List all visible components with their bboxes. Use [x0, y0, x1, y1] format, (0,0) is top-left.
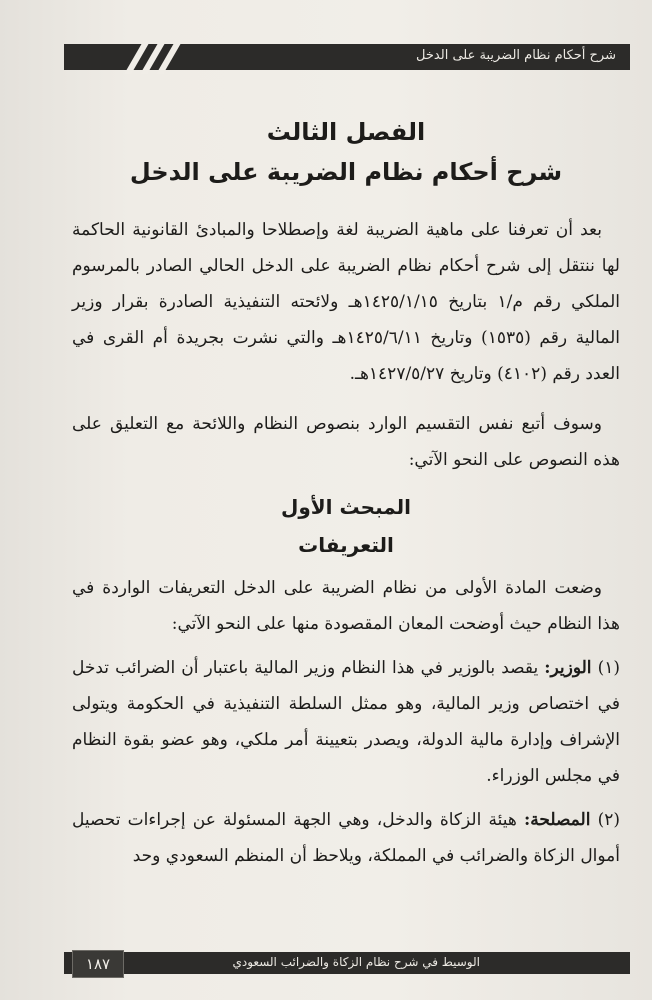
footer-book-title: الوسيط في شرح نظام الزكاة والضرائب السعودي: [232, 955, 480, 969]
header-stripes-decoration: [128, 40, 188, 74]
chapter-title: الفصل الثالث: [266, 118, 426, 146]
definition-item-minister: [72, 650, 620, 794]
page-number: ١٨٧: [72, 950, 124, 978]
definition-item-authority: [72, 802, 620, 874]
intro-paragraph-2: وسوف أتبع نفس التقسيم الوارد بنصوص النظام واللائحة مع التعليق على هذه النصوص على النحو الآتي:: [72, 414, 620, 470]
definition-number: (٢): [597, 810, 620, 830]
definition-number: (١): [597, 658, 620, 678]
section-title: المبحث الأول: [280, 495, 412, 519]
running-footer: [64, 952, 630, 974]
section-paragraph-1: وضعت المادة الأولى من نظام الضريبة على الدخل التعريفات الواردة في هذا النظام حيث أوضحت المعان المقصودة منها على النحو الآتي:: [72, 578, 620, 634]
definition-text: يقصد بالوزير في هذا النظام وزير المالية باعتبار أن الضرائب تدخل في اختصاص وزير المالية، وهو ممثل السلطة التنفيذية في الحكومة ويتولى الإشراف وإدارة مالية الدولة، ويصدر بتعيينة أمر ملكي، وهو عضو بقوة النظام في مجلس الوزراء.: [72, 658, 620, 786]
running-header-title: شرح أحكام نظام الضريبة على الدخل: [416, 48, 616, 63]
definition-term: المصلحة:: [523, 810, 591, 830]
intro-paragraph-1: بعد أن تعرفنا على ماهية الضريبة لغة وإصطلاحا والمبادئ القانونية الحاكمة لها ننتقل إلى شرح أحكام نظام الضريبة على الدخل الحالي الصادر بالمرسوم الملكي رقم م/١ بتاريخ ١٤٢٥/١/١٥هـ ولائحته التنفيذية الصادرة بقرار وزير المالية رقم (١٥٣٥) وتاريخ ١٤٢٥/٦/١١هـ والتي نشرت بجريدة أم القرى في العدد رقم (٤١٠٢) وتاريخ ١٤٢٧/٥/٢٧هـ.: [72, 220, 620, 384]
page-body: [72, 112, 620, 874]
chapter-subtitle: شرح أحكام نظام الضريبة على الدخل: [129, 158, 563, 186]
section-subtitle: التعريفات: [298, 533, 394, 557]
definition-term: الوزير:: [544, 658, 592, 678]
definition-text: هيئة الزكاة والدخل، وهي الجهة المسئولة عن إجراءات تحصيل أموال الزكاة والضرائب في المملكة، ويلاحظ أن المنظم السعودي وحد: [72, 810, 620, 866]
